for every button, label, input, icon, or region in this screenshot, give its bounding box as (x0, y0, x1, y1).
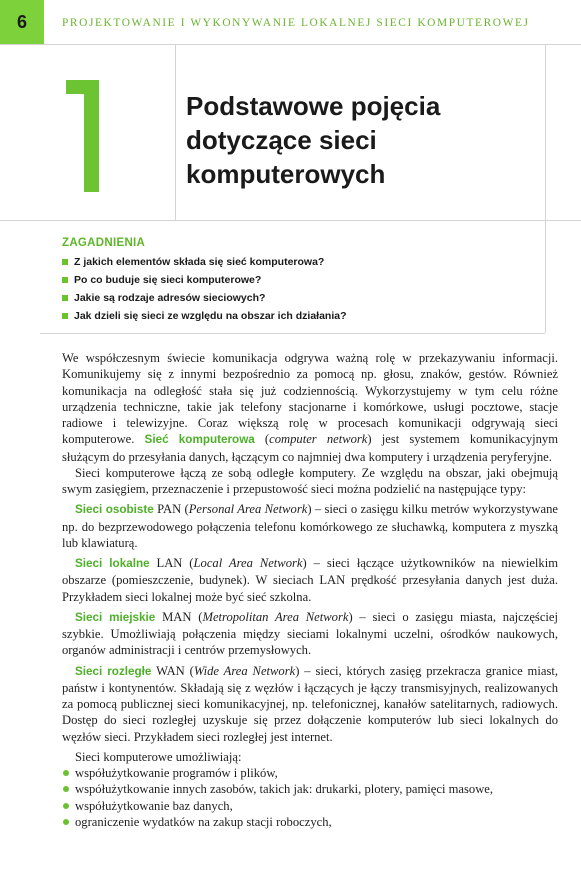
chapter-title-line: dotyczące sieci (186, 125, 377, 155)
page-number: 6 (0, 0, 44, 44)
term-computer-network: Sieć komputerowa (144, 433, 255, 447)
chapter-frame-bottom (0, 220, 581, 221)
issues-item: Po co buduje się sieci komputerowe? (62, 271, 542, 289)
issues-frame-bottom (40, 333, 545, 334)
chapter-title (186, 89, 526, 191)
chapter-number-glyph (66, 80, 99, 192)
square-bullet-icon (62, 259, 68, 265)
enables-item: współużytkowanie baz danych, (62, 798, 558, 814)
square-bullet-icon (62, 277, 68, 283)
wan-paragraph: Sieci rozległe WAN (Wide Area Network) – sieci, których zasięg przekracza granice miast, państw i kontynentów. Składają się z węzłów i łączących je łączy transmisyjnych, realizowanych za pomocą publicznej sieci komunikacyjnej, np. telefonicznej, kanałów satelitarnych, radiowych. Dostęp do sieci rozległej uzyskuje się przez dołączenie komputerów lub sieci lokalnych do węzłów sieci. Przykładem sieci rozległej jest internet. (62, 663, 558, 744)
intro-paragraph: We współczesnym świecie komunikacja odgrywa ważną rolę w przekazywaniu informacji. Komunikujemy się z innymi bezpośrednio za pomocą np. głosu, znaków, gestów. Również komunikacja na odległość stała się już codziennością. Wykorzystujemy w tym celu różne urządzenia techniczne, takie jak telefony stacjonarne i komórkowe, usługi pocztowe, stacje radiowe i telewizyjne. Coraz większą rolę w procesach komunikacji odgrywają sieci komputerowe. Sieć komputerowa (computer network) jest systemem komunikacyjnym służącym do przesyłania danych, łączącym co najmniej dwa komputery i urządzenia peryferyjne. (62, 351, 559, 464)
term-wan: Sieci rozległe (75, 664, 152, 678)
types-paragraph: Sieci komputerowe łączą ze sobą odległe komputery. Ze względu na obszar, jaki obejmują swym zasięgiem, przeznaczenie i przepustowość sieci można podzielić na następujące typy: (62, 465, 558, 496)
enables-item: współużytkowanie programów i plików, (62, 765, 558, 781)
bullet-dot-icon (63, 803, 69, 809)
enables-item: ograniczenie wydatków na zakup stacji roboczych, (62, 814, 558, 830)
chapter-frame-right (545, 44, 546, 220)
chapter-title-line: komputerowych (186, 159, 386, 189)
chapter-title-line: Podstawowe pojęcia (186, 91, 441, 121)
chapter-number-text: 1 (58, 80, 59, 81)
issues-item: Jakie są rodzaje adresów sieciowych? (62, 289, 542, 307)
issues-list (62, 253, 542, 325)
issues-item: Jak dzieli się sieci ze względu na obszar ich działania? (62, 307, 542, 325)
issues-box (62, 236, 542, 325)
square-bullet-icon (62, 313, 68, 319)
issues-item: Z jakich elementów składa się sieć komputerowa? (62, 253, 542, 271)
term-lan: Sieci lokalne (75, 557, 150, 570)
square-bullet-icon (62, 295, 68, 301)
bullet-dot-icon (63, 819, 69, 825)
term-english: computer network (269, 432, 368, 447)
body-text (62, 350, 558, 830)
pan-paragraph: Sieci osobiste PAN (Personal Area Network) – sieci o zasięgu kilku metrów wykorzystywane np. do bezprzewodowego połączenia telefonu komórkowego ze słuchawką, komputera z myszką lub klawiaturą. (62, 502, 558, 550)
running-title: PROJEKTOWANIE I WYKONYWANIE LOKALNEJ SIECI KOMPUTEROWEJ (62, 17, 530, 29)
enables-item: współużytkowanie innych zasobów, takich jak: drukarki, plotery, pamięci masowe, (62, 781, 558, 797)
enables-intro: Sieci komputerowe umożliwiają: (75, 749, 242, 764)
enables-list (62, 765, 558, 830)
term-pan: Sieci osobiste (75, 503, 154, 517)
page-header (0, 0, 581, 45)
bullet-dot-icon (63, 786, 69, 792)
chapter-number (58, 80, 158, 192)
bullet-dot-icon (63, 770, 69, 776)
chapter-divider-vertical (175, 44, 176, 220)
lan-paragraph: Sieci lokalne LAN (Local Area Network) – sieci łączące użytkowników na niewielkim obszarze (pomieszczenie, budynek). W sieciach LAN prędkość przesyłania danych jest duża. Przykładem sieci lokalnej może być sieć szkolna. (62, 556, 559, 604)
man-paragraph: Sieci miejskie MAN (Metropolitan Area Network) – sieci o zasięgu miasta, najczęściej szybkie. Umożliwiają połączenia między sieciami lokalnymi uczelni, ośrodków naukowych, organów administracji i centrów przemysłowych. (62, 609, 559, 658)
term-man: Sieci miejskie (75, 610, 156, 624)
issues-frame-right (545, 220, 546, 333)
issues-heading: ZAGADNIENIA (62, 237, 146, 249)
